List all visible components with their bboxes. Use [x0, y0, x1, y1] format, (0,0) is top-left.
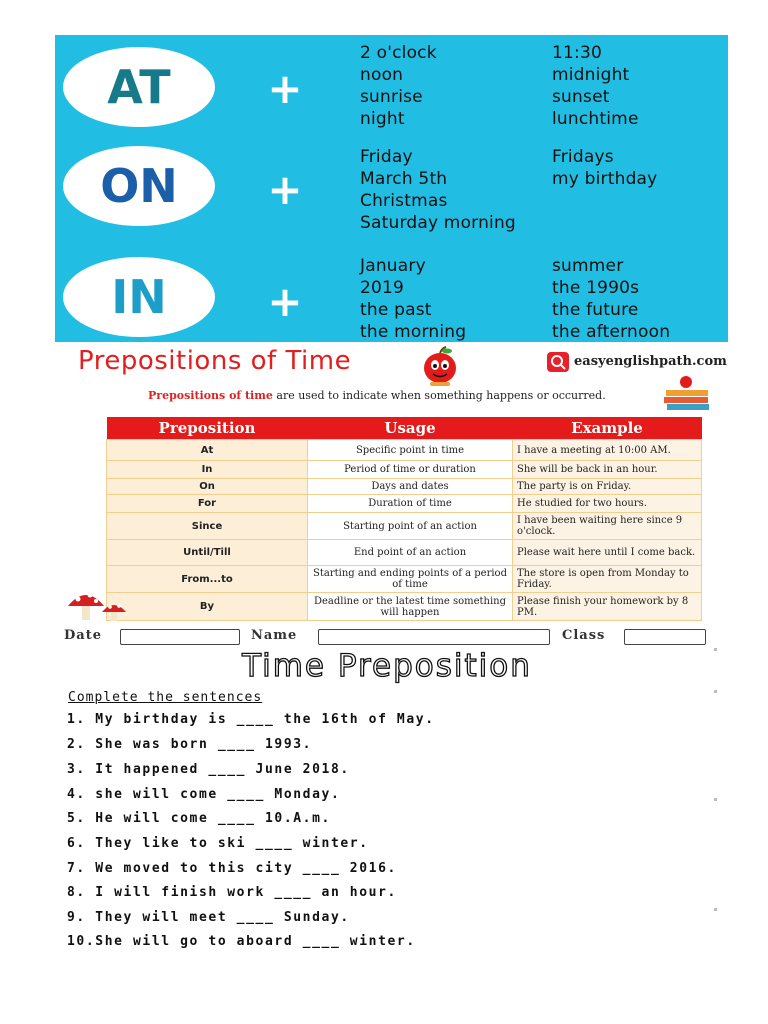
table-row [107, 513, 702, 540]
table-row [107, 593, 702, 621]
in-word: the morning [360, 322, 467, 342]
at-word: night [360, 109, 405, 129]
question-item: 2. She was born ____ 1993. [67, 737, 313, 752]
reference-section [64, 344, 728, 627]
cell-usage: Starting point of an action [308, 513, 513, 540]
table-row [107, 495, 702, 513]
prepositions-panel [55, 35, 728, 342]
cell-example: The store is open from Monday to Friday. [513, 566, 702, 593]
in-word: summer [552, 256, 624, 276]
cell-preposition: On [107, 479, 308, 495]
on-word: Fridays [552, 147, 614, 167]
at-word: 2 o'clock [360, 43, 437, 63]
question-item: 5. He will come ____ 10.A.m. [67, 811, 331, 826]
at-word: lunchtime [552, 109, 639, 129]
cell-usage: Specific point in time [308, 440, 513, 461]
worksheet-title: Time Preposition [242, 648, 532, 684]
header-preposition: Preposition [107, 417, 308, 440]
date-field[interactable] [120, 629, 240, 645]
name-label: Name [251, 628, 298, 643]
question-item: 7. We moved to this city ____ 2016. [67, 861, 397, 876]
worksheet [62, 628, 717, 958]
worksheet-instruction: Complete the sentences [68, 690, 263, 705]
question-item: 10.She will go to aboard ____ winter. [67, 934, 416, 949]
table-row [107, 566, 702, 593]
table-row [107, 461, 702, 479]
cell-usage: Days and dates [308, 479, 513, 495]
cell-preposition: Since [107, 513, 308, 540]
cell-example: Please finish your homework by 8 PM. [513, 593, 702, 621]
search-icon [547, 352, 569, 372]
cell-preposition: At [107, 440, 308, 461]
question-item: 4. she will come ____ Monday. [67, 787, 341, 802]
on-word: my birthday [552, 169, 658, 189]
header-usage: Usage [308, 417, 513, 440]
cell-example: She will be back in an hour. [513, 461, 702, 479]
table-row [107, 540, 702, 566]
intro-text [148, 389, 606, 402]
plus-icon: + [267, 277, 303, 326]
question-item: 9. They will meet ____ Sunday. [67, 910, 350, 925]
cell-usage: Duration of time [308, 495, 513, 513]
cell-usage: Starting and ending points of a period of time [308, 566, 513, 593]
question-item: 1. My birthday is ____ the 16th of May. [67, 712, 435, 727]
in-word: the afternoon [552, 322, 671, 342]
scan-mark [714, 798, 717, 801]
plus-icon: + [267, 165, 303, 214]
scan-mark [714, 648, 717, 651]
intro-bold: Prepositions of time [148, 389, 273, 402]
on-word: March 5th [360, 169, 448, 189]
cell-preposition: Until/Till [107, 540, 308, 566]
cell-preposition: In [107, 461, 308, 479]
in-word: the 1990s [552, 278, 640, 298]
on-circle: ON [63, 146, 215, 226]
question-item: 8. I will finish work ____ an hour. [67, 885, 397, 900]
at-word: noon [360, 65, 404, 85]
date-label: Date [64, 628, 102, 643]
name-field[interactable] [318, 629, 550, 645]
plus-icon: + [267, 64, 303, 113]
cell-example: Please wait here until I come back. [513, 540, 702, 566]
at-circle: AT [63, 47, 215, 127]
cell-example: He studied for two hours. [513, 495, 702, 513]
on-word: Christmas [360, 191, 448, 211]
on-word: Saturday morning [360, 213, 516, 233]
apple-mascot-icon [416, 346, 466, 388]
cell-preposition: By [107, 593, 308, 621]
class-field[interactable] [624, 629, 706, 645]
intro-rest: are used to indicate when something happens or occurred. [272, 389, 606, 402]
at-word: sunset [552, 87, 610, 107]
cell-example: I have a meeting at 10:00 AM. [513, 440, 702, 461]
in-circle: IN [63, 257, 215, 337]
cell-usage: Deadline or the latest time something will happen [308, 593, 513, 621]
cell-example: The party is on Friday. [513, 479, 702, 495]
in-word: 2019 [360, 278, 405, 298]
scan-mark [714, 690, 717, 693]
table-row [107, 440, 702, 461]
question-item: 6. They like to ski ____ winter. [67, 836, 369, 851]
at-word: midnight [552, 65, 630, 85]
at-word: sunrise [360, 87, 423, 107]
question-item: 3. It happened ____ June 2018. [67, 762, 350, 777]
in-word: January [360, 256, 426, 276]
in-word: the future [552, 300, 639, 320]
reference-title: Prepositions of Time [78, 346, 352, 376]
prepositions-table [106, 417, 702, 621]
scan-mark [714, 908, 717, 911]
cell-example: I have been waiting here since 9 o'clock. [513, 513, 702, 540]
mushroom-icon [66, 586, 130, 624]
table-row [107, 479, 702, 495]
cell-usage: Period of time or duration [308, 461, 513, 479]
books-icon [662, 374, 714, 416]
cell-preposition: For [107, 495, 308, 513]
header-example: Example [513, 417, 702, 440]
site-name: easyenglishpath.com [574, 354, 727, 369]
in-word: the past [360, 300, 432, 320]
at-word: 11:30 [552, 43, 602, 63]
cell-preposition: From...to [107, 566, 308, 593]
on-word: Friday [360, 147, 413, 167]
cell-usage: End point of an action [308, 540, 513, 566]
class-label: Class [562, 628, 606, 643]
